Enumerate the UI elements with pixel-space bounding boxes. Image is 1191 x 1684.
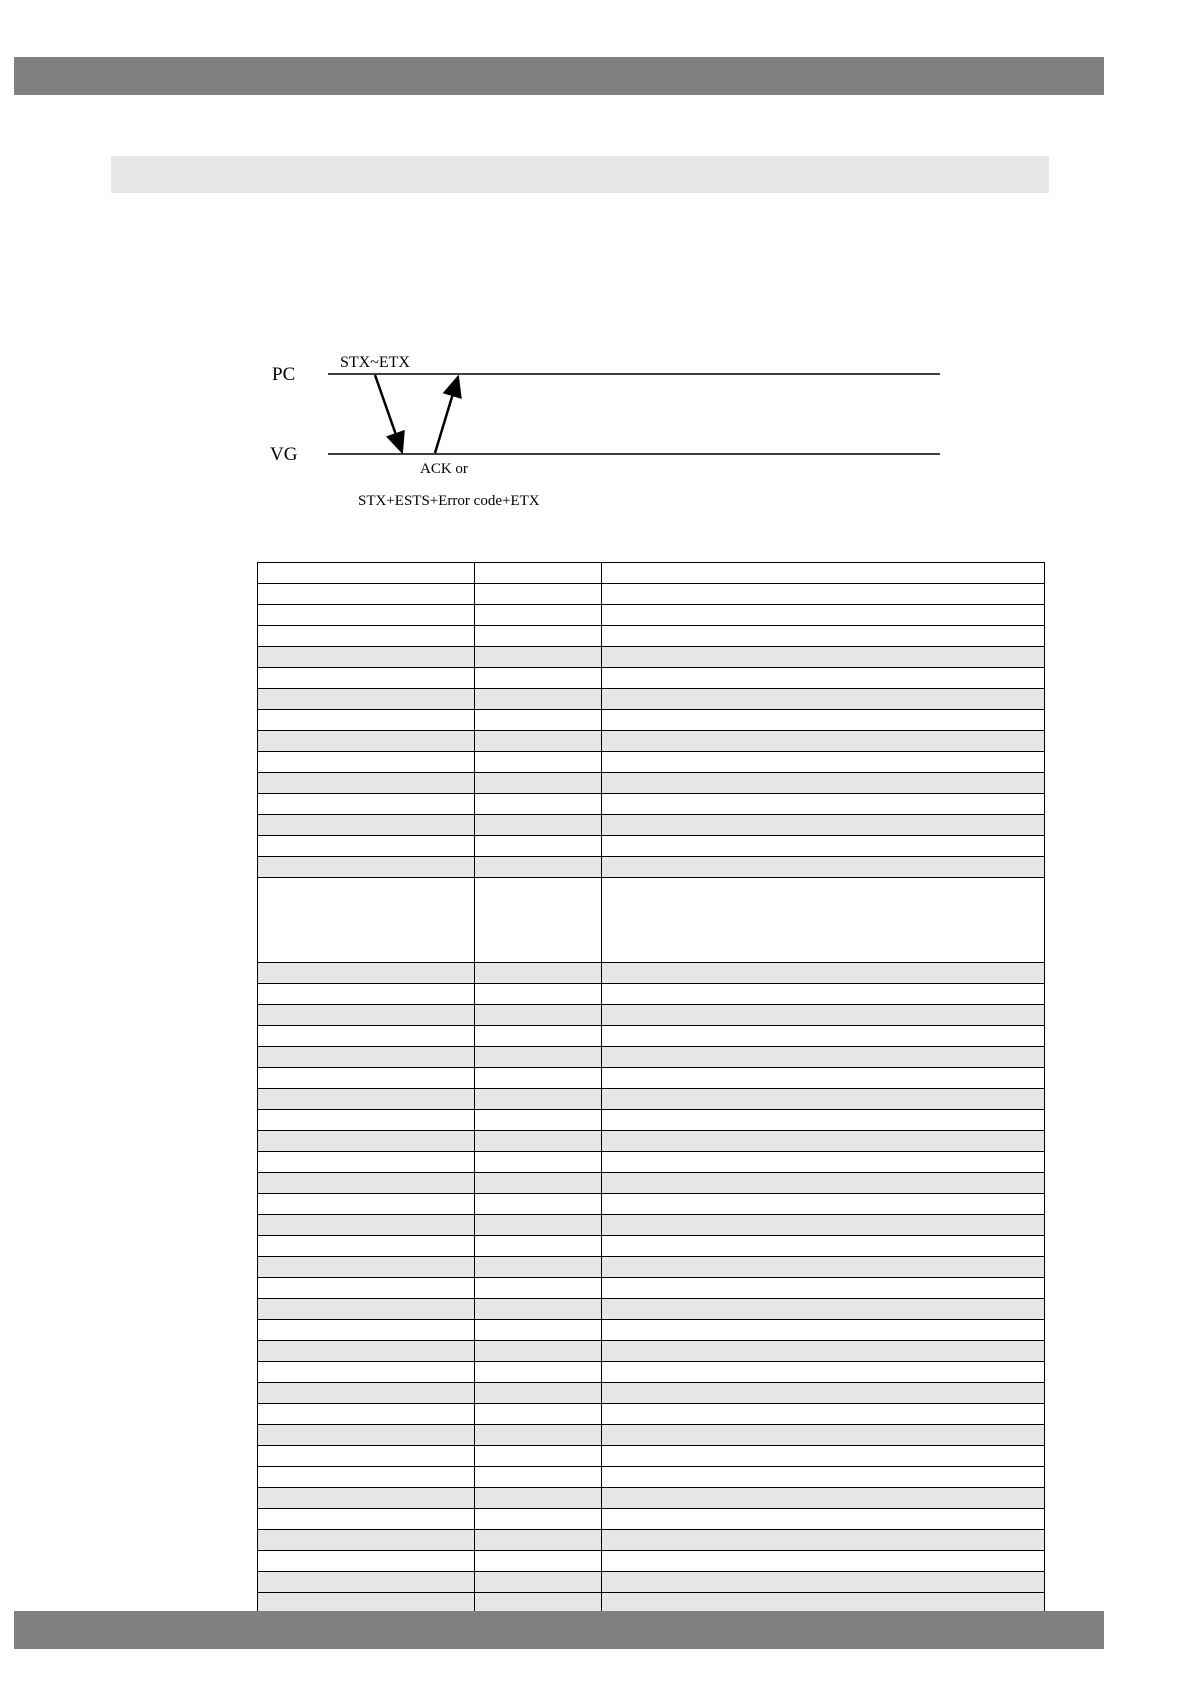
table-cell xyxy=(602,1005,1045,1026)
table-cell xyxy=(602,1488,1045,1509)
table-cell xyxy=(602,1194,1045,1215)
table-cell xyxy=(258,1341,475,1362)
table-cell xyxy=(475,1488,602,1509)
table-cell xyxy=(602,1572,1045,1593)
table-row xyxy=(258,1551,1045,1572)
table-cell xyxy=(475,1320,602,1341)
table-row xyxy=(258,1530,1045,1551)
table-row xyxy=(258,647,1045,668)
table-cell xyxy=(602,689,1045,710)
table-cell xyxy=(258,1257,475,1278)
table-cell xyxy=(258,1446,475,1467)
table-cell xyxy=(475,963,602,984)
table-cell xyxy=(258,963,475,984)
table-cell xyxy=(258,1152,475,1173)
vg-label: VG xyxy=(270,444,298,465)
table-cell xyxy=(258,668,475,689)
table-cell xyxy=(602,1131,1045,1152)
table-row xyxy=(258,1362,1045,1383)
table-cell xyxy=(602,984,1045,1005)
table-row xyxy=(258,815,1045,836)
table-row xyxy=(258,1215,1045,1236)
table-cell xyxy=(602,1341,1045,1362)
table-row xyxy=(258,1005,1045,1026)
table-cell xyxy=(258,1488,475,1509)
table-cell xyxy=(602,1068,1045,1089)
table-cell xyxy=(602,1257,1045,1278)
table-cell xyxy=(258,752,475,773)
table-cell xyxy=(258,1530,475,1551)
table-cell xyxy=(475,710,602,731)
table-row xyxy=(258,1173,1045,1194)
table-cell xyxy=(602,1026,1045,1047)
table-cell xyxy=(602,731,1045,752)
table-cell xyxy=(475,1278,602,1299)
error-code-table xyxy=(257,562,1045,1614)
table-cell xyxy=(475,1425,602,1446)
table-cell xyxy=(258,1383,475,1404)
table-cell xyxy=(602,752,1045,773)
table-cell xyxy=(258,710,475,731)
table-row xyxy=(258,731,1045,752)
table-cell xyxy=(475,563,602,584)
table-cell xyxy=(258,731,475,752)
table-row xyxy=(258,1152,1045,1173)
table-cell xyxy=(258,794,475,815)
table-cell xyxy=(602,1509,1045,1530)
table-row xyxy=(258,1257,1045,1278)
table-cell xyxy=(475,1446,602,1467)
table-cell xyxy=(475,1551,602,1572)
table-cell xyxy=(475,878,602,963)
send-label: STX~ETX xyxy=(340,354,410,371)
table-cell xyxy=(602,1446,1045,1467)
table-cell xyxy=(258,1278,475,1299)
table-row xyxy=(258,1131,1045,1152)
table-cell xyxy=(258,1047,475,1068)
table-cell xyxy=(258,878,475,963)
table-row xyxy=(258,1278,1045,1299)
table-cell xyxy=(475,605,602,626)
table-cell xyxy=(258,1236,475,1257)
table-cell xyxy=(475,584,602,605)
table-cell xyxy=(475,857,602,878)
table-cell xyxy=(475,1404,602,1425)
table-cell xyxy=(258,984,475,1005)
table-cell xyxy=(258,1131,475,1152)
table-cell xyxy=(475,836,602,857)
table-row xyxy=(258,1047,1045,1068)
table-cell xyxy=(258,584,475,605)
table-cell xyxy=(475,731,602,752)
table-cell xyxy=(602,794,1045,815)
reply-label-line2: STX+ESTS+Error code+ETX xyxy=(358,493,540,509)
table-cell xyxy=(475,1299,602,1320)
table-cell xyxy=(602,1215,1045,1236)
table-cell xyxy=(602,1467,1045,1488)
table-cell xyxy=(258,1089,475,1110)
table-row xyxy=(258,773,1045,794)
table-cell xyxy=(475,1509,602,1530)
table-row xyxy=(258,963,1045,984)
table-cell xyxy=(602,1047,1045,1068)
table-cell xyxy=(475,1257,602,1278)
table-cell xyxy=(258,1068,475,1089)
table-cell xyxy=(258,836,475,857)
table-cell xyxy=(475,1572,602,1593)
table-cell xyxy=(602,1425,1045,1446)
pc-label: PC xyxy=(272,364,296,385)
table-cell xyxy=(258,1299,475,1320)
table-cell xyxy=(475,815,602,836)
reply-arrow xyxy=(435,377,458,453)
table-row xyxy=(258,1194,1045,1215)
table-row xyxy=(258,1320,1045,1341)
table-row xyxy=(258,1509,1045,1530)
table-cell xyxy=(258,1173,475,1194)
table-cell xyxy=(602,710,1045,731)
table-cell xyxy=(602,1320,1045,1341)
table-row xyxy=(258,984,1045,1005)
table-cell xyxy=(258,1110,475,1131)
table-row xyxy=(258,1236,1045,1257)
table-cell xyxy=(258,1320,475,1341)
table-cell xyxy=(258,1026,475,1047)
table-cell xyxy=(258,647,475,668)
table-row xyxy=(258,1572,1045,1593)
table-cell xyxy=(602,815,1045,836)
table-cell xyxy=(475,1152,602,1173)
table-cell xyxy=(258,773,475,794)
table-cell xyxy=(602,963,1045,984)
table-row xyxy=(258,1068,1045,1089)
table-cell xyxy=(602,1299,1045,1320)
table-cell xyxy=(475,1236,602,1257)
table-cell xyxy=(258,857,475,878)
bottom-footer-band xyxy=(14,1611,1104,1649)
send-arrow xyxy=(375,375,402,452)
table-cell xyxy=(602,605,1045,626)
table-cell xyxy=(602,1530,1045,1551)
table-row xyxy=(258,689,1045,710)
table-cell xyxy=(258,605,475,626)
table-cell xyxy=(602,563,1045,584)
table-cell xyxy=(258,815,475,836)
table-row xyxy=(258,563,1045,584)
table-row xyxy=(258,1404,1045,1425)
table-cell xyxy=(475,1047,602,1068)
table-cell xyxy=(475,1068,602,1089)
table-cell xyxy=(602,1152,1045,1173)
table-cell xyxy=(602,1236,1045,1257)
table-cell xyxy=(475,1341,602,1362)
table-cell xyxy=(258,689,475,710)
table-cell xyxy=(475,984,602,1005)
table-row xyxy=(258,1383,1045,1404)
table-cell xyxy=(258,1362,475,1383)
table-row xyxy=(258,626,1045,647)
table-row xyxy=(258,605,1045,626)
table-cell xyxy=(258,1215,475,1236)
error-code-table-container xyxy=(257,562,1045,1614)
table-cell xyxy=(602,857,1045,878)
table-cell xyxy=(475,1383,602,1404)
table-cell xyxy=(602,1110,1045,1131)
table-row xyxy=(258,668,1045,689)
table-cell xyxy=(258,1425,475,1446)
table-row xyxy=(258,1089,1045,1110)
table-cell xyxy=(602,1404,1045,1425)
table-cell xyxy=(602,773,1045,794)
table-cell xyxy=(475,1173,602,1194)
table-cell xyxy=(475,1530,602,1551)
table-cell xyxy=(602,878,1045,963)
table-cell xyxy=(258,1194,475,1215)
table-cell xyxy=(258,1509,475,1530)
table-cell xyxy=(602,647,1045,668)
table-cell xyxy=(602,584,1045,605)
table-row xyxy=(258,1467,1045,1488)
reply-label-line1: ACK or xyxy=(420,461,468,477)
table-cell xyxy=(258,1005,475,1026)
table-cell xyxy=(475,1026,602,1047)
table-row xyxy=(258,878,1045,963)
sequence-diagram-svg xyxy=(260,340,960,520)
table-cell xyxy=(602,1383,1045,1404)
table-row xyxy=(258,1299,1045,1320)
table-cell xyxy=(475,668,602,689)
table-cell xyxy=(602,1362,1045,1383)
table-cell xyxy=(475,689,602,710)
table-cell xyxy=(475,1362,602,1383)
table-cell xyxy=(258,626,475,647)
table-row xyxy=(258,584,1045,605)
table-cell xyxy=(475,1005,602,1026)
table-row xyxy=(258,1110,1045,1131)
table-cell xyxy=(475,1194,602,1215)
table-cell xyxy=(475,1110,602,1131)
table-cell xyxy=(475,1089,602,1110)
table-cell xyxy=(602,1278,1045,1299)
table-cell xyxy=(602,1551,1045,1572)
table-row xyxy=(258,857,1045,878)
table-cell xyxy=(602,1089,1045,1110)
table-cell xyxy=(602,668,1045,689)
table-cell xyxy=(475,794,602,815)
table-row xyxy=(258,1425,1045,1446)
table-row xyxy=(258,836,1045,857)
table-row xyxy=(258,1488,1045,1509)
error-code-table-body xyxy=(258,563,1045,1614)
table-row xyxy=(258,1446,1045,1467)
table-cell xyxy=(602,1173,1045,1194)
table-row xyxy=(258,1341,1045,1362)
table-cell xyxy=(602,836,1045,857)
table-cell xyxy=(475,752,602,773)
table-row xyxy=(258,794,1045,815)
table-cell xyxy=(475,626,602,647)
table-cell xyxy=(258,1572,475,1593)
table-cell xyxy=(258,1551,475,1572)
table-row xyxy=(258,710,1045,731)
table-cell xyxy=(475,1467,602,1488)
communication-sequence-diagram xyxy=(260,340,960,520)
table-cell xyxy=(475,1215,602,1236)
table-cell xyxy=(475,647,602,668)
table-cell xyxy=(258,1404,475,1425)
section-title-bar xyxy=(111,156,1049,193)
table-cell xyxy=(475,773,602,794)
table-cell xyxy=(475,1131,602,1152)
table-cell xyxy=(602,626,1045,647)
table-cell xyxy=(258,1467,475,1488)
table-row xyxy=(258,752,1045,773)
table-row xyxy=(258,1026,1045,1047)
table-cell xyxy=(258,563,475,584)
top-header-band xyxy=(14,57,1104,95)
